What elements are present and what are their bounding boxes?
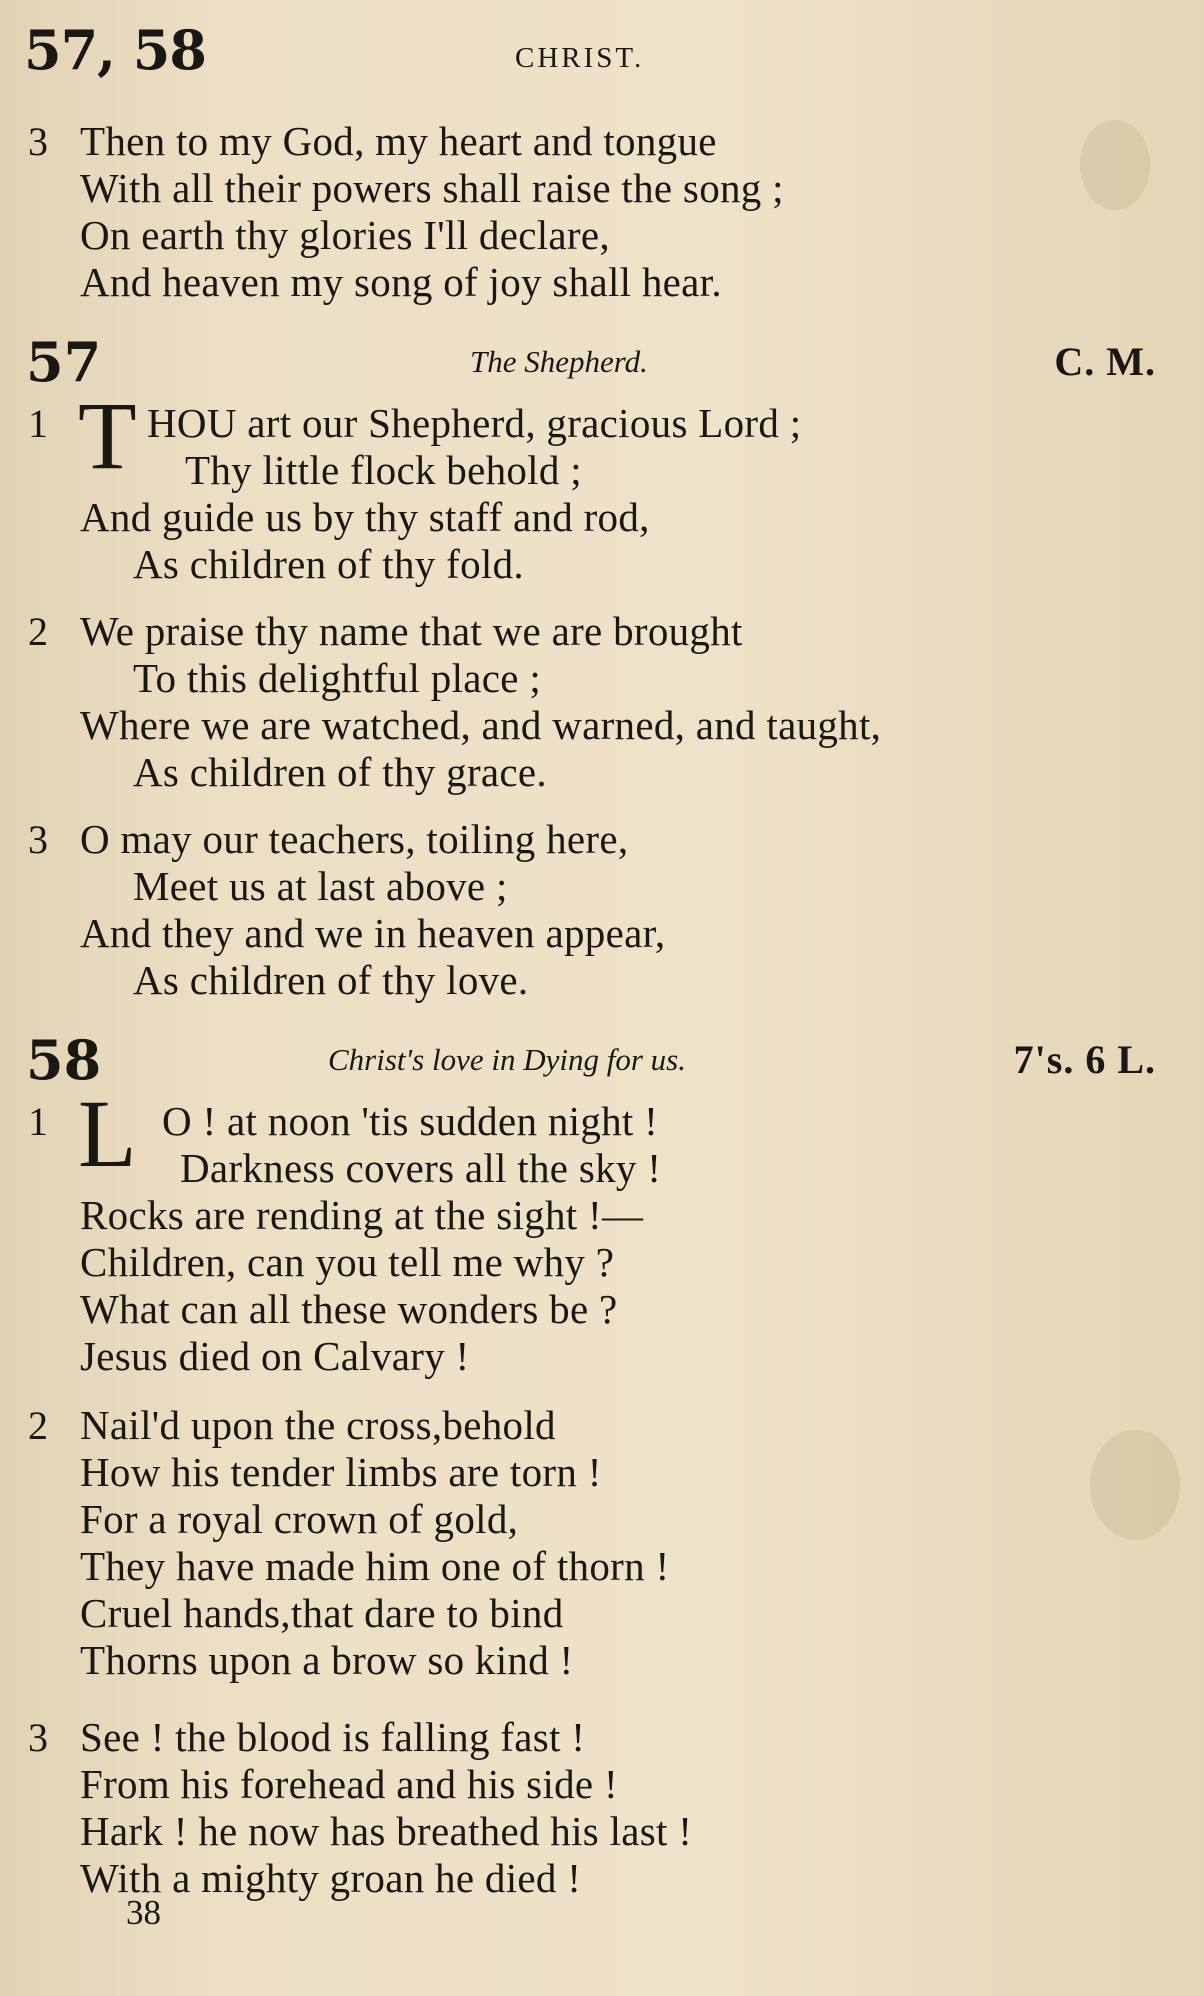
verse-line: As children of thy love. [133,957,529,1003]
verse-number: 2 [28,609,48,654]
verse-number: 1 [28,1099,48,1144]
verse-line: Thorns upon a brow so kind ! [80,1637,574,1683]
running-title: CHRIST. [515,42,645,74]
hymn-title: The Shepherd. [470,344,648,379]
hymn-heading [0,330,1204,394]
verse-number: 1 [28,401,48,446]
verse-line: On earth thy glories I'll declare, [80,212,610,258]
verse-line: How his tender limbs are torn ! [80,1449,602,1495]
verse-line: And guide us by thy staff and rod, [80,494,650,540]
verse-number: 2 [28,1403,48,1448]
verse-line: And they and we in heaven appear, [80,910,666,956]
hymn-meter: C. M. [1054,339,1156,384]
verse-line: They have made him one of thorn ! [80,1543,670,1589]
page-numbers: 57, 58 [24,18,206,82]
folio-number: 38 [126,1893,161,1932]
running-header [0,18,1204,88]
drop-cap: L [78,1080,137,1187]
hymn-title: Christ's love in Dying for us. [328,1042,686,1077]
verse-line: Children, can you tell me why ? [80,1239,615,1285]
verse-line: Cruel hands,that dare to bind [80,1590,564,1636]
verse-number: 3 [28,817,48,862]
verse-line: Thy little flock behold ; [185,447,582,493]
hymn-number: 58 [26,1028,102,1092]
verse-line: Nail'd upon the cross,behold [80,1402,556,1448]
verse-line: Where we are watched, and warned, and taught, [80,702,882,748]
verse-line: O ! at noon 'tis sudden night ! [162,1098,659,1144]
verse-line: See ! the blood is falling fast ! [80,1714,586,1760]
verse-line: As children of thy grace. [133,749,547,795]
verse-line: O may our teachers, toiling here, [80,816,629,862]
verse-line: We praise thy name that we are brought [80,608,743,654]
verse-line: As children of thy fold. [133,541,524,587]
paper-stain [1090,1430,1180,1540]
paper-stain [1080,120,1150,210]
verse-line: From his forehead and his side ! [80,1761,618,1807]
verse-line: With all their powers shall raise the song ; [80,165,784,211]
verse-line: HOU art our Shepherd, gracious Lord ; [147,400,802,446]
verse-line: With a mighty groan he died ! [80,1855,582,1901]
hymn-heading [0,1028,1204,1092]
verse-line: Darkness covers all the sky ! [180,1145,662,1191]
verse-line: And heaven my song of joy shall hear. [80,259,722,305]
verse-line: Meet us at last above ; [133,863,508,909]
verse-number: 3 [28,119,48,164]
verse-line: What can all these wonders be ? [80,1286,618,1332]
verse-line: Then to my God, my heart and tongue [80,118,717,164]
verse-line: Jesus died on Calvary ! [80,1333,470,1379]
drop-cap: T [78,382,137,489]
verse-line: Rocks are rending at the sight !— [80,1192,644,1238]
hymn-number: 57 [26,330,102,394]
verse-line: Hark ! he now has breathed his last ! [80,1808,693,1854]
verse-number: 3 [28,1715,48,1760]
verse-line: For a royal crown of gold, [80,1496,519,1542]
hymn-meter: 7's. 6 L. [1013,1037,1156,1082]
verse-line: To this delightful place ; [133,655,542,701]
